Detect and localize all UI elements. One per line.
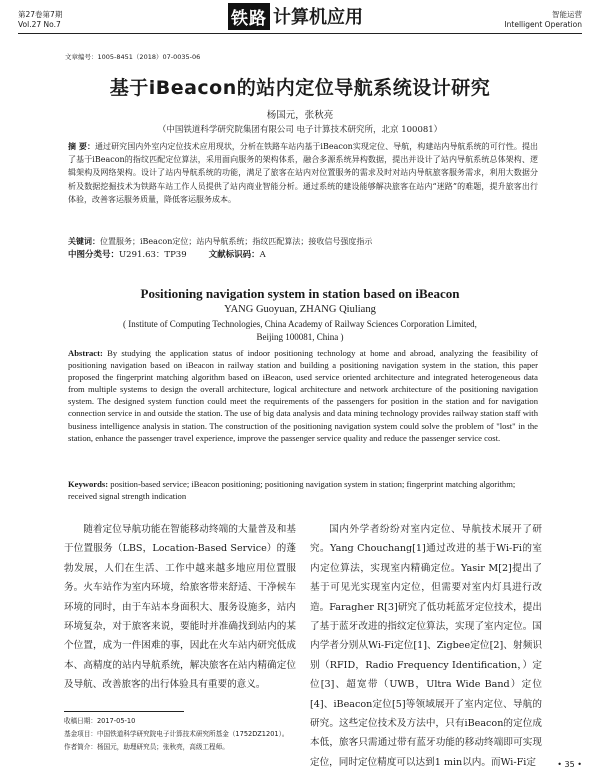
body-column-right: 国内外学者纷纷对室内定位、导航技术展开了研究。Yang Chouchang[1]通过改进的基于Wi-Fi的室内定位算法，实现室内精确定位。Yasir M[2]提出了基于可见光实现室内定位，但需要对室内灯具进行改造。Faragher R[3]研究了低功耗蓝牙定位技术，提出了基于蓝牙改进的指纹定位算法，实现了室内定位。国内学者分别从Wi-Fi定位[1]、Zigbee定位[2]、射频识别（RFID，Radio Frequency Identification，）定位[3]、超宽带（UWB，Ultra Wide Band）定位[4]、iBeacon定位[5]等领域展开了室内定位、导航的研究。这些定位技术及方法中，只有iBeacon的定位成本低，旅客只需通过带有蓝牙功能的移动终端即可实现定位，同时定位精度可以达到1 min以内。而Wi-Fi定 bbox=[310, 524, 542, 768]
authors-en: YANG Guoyuan, ZHANG Qiuliang bbox=[224, 304, 376, 315]
section-cn: 智能运营 bbox=[552, 10, 582, 19]
abstract-cn-label: 摘 要： bbox=[68, 142, 95, 151]
affiliation-cn: （中国铁道科学研究院集团有限公司 电子计算技术研究所，北京 100081） bbox=[157, 125, 443, 135]
clc-label: 中图分类号： bbox=[68, 250, 120, 260]
abstract-en bbox=[68, 347, 538, 444]
keywords-en-label: Keywords: bbox=[68, 479, 109, 489]
journal-issue bbox=[18, 10, 62, 30]
issue-cn: 第27卷第7期 bbox=[18, 10, 63, 19]
page-number: • 35 • bbox=[557, 760, 582, 769]
section-en: Intelligent Operation bbox=[504, 20, 582, 29]
footnote-author: 作者简介：杨国元，助理研究员；张秋亮，高级工程师。 bbox=[64, 743, 229, 751]
doc-code-label: 文献标识码： bbox=[208, 250, 260, 260]
keywords-cn-text: 位置服务；iBeacon定位；站内导航系统；指纹匹配算法；接收信号强度指示 bbox=[100, 237, 373, 246]
abstract-cn-text: 通过研究国内外室内定位技术应用现状，分析在铁路车站内基于iBeacon实现定位、导航，构建站内导航系统的可行性。提出了基于iBeacon的指纹匹配定位算法，采用面向服务的架构体系，融合多源系统异构数据，提出并设计了站内导航系统总体架构、逻辑架构及网络架构。设计了站内导航系统的功能，满足了旅客在站内对位置服务的需求及时对站内导航旅客服务需求，利用大数据分析及数据挖掘技术为铁路车站工作人员提供了站内商业智能分析。通过系统的建设能够解决旅客在站内“迷路”的难题，提升旅客出行体验，改善客运服务质量，降低客运服务成本。 bbox=[68, 142, 538, 204]
logo-text: 计算机应用 bbox=[273, 7, 363, 28]
keywords-cn bbox=[68, 235, 538, 248]
footnotes bbox=[64, 715, 296, 754]
abstract-cn bbox=[68, 140, 538, 206]
footnote-divider bbox=[64, 711, 184, 712]
section-label bbox=[504, 10, 582, 30]
authors-cn: 杨国元，张秋亮 bbox=[266, 110, 334, 121]
abstract-en-label: Abstract: bbox=[68, 348, 103, 358]
keywords-en-text: position-based service; iBeacon positioning; positioning navigation system in station; fingerprint matching algorithm; received signal strength indication bbox=[68, 479, 516, 502]
affiliation-en-line2: Beijing 100081, China ) bbox=[256, 331, 344, 342]
clc-value: U291.63：TP39 bbox=[119, 250, 187, 260]
logo-box: 铁路 bbox=[228, 3, 270, 30]
keywords-en bbox=[68, 478, 538, 502]
keywords-cn-label: 关键词： bbox=[68, 237, 100, 246]
classification-cn bbox=[68, 249, 538, 262]
journal-logo bbox=[228, 3, 363, 29]
doc-code-value: A bbox=[259, 250, 266, 260]
affiliation-en-line1: ( Institute of Computing Technologies, China Academy of Railway Sciences Corporation Limited, bbox=[123, 319, 477, 329]
body-column-left: 随着定位导航功能在智能移动终端的大量普及和基于位置服务（LBS，Location-Based Service）的蓬勃发展，人们在生活、工作中越来越多地应用位置服务。火车站作为室内环境，给旅客带来舒适、干净候车环境的同时，由于车站本身面积大、服务设施多，站内环境复杂，对于旅客来说，要能时并准确找到站内的某个位置，成为一件困难的事，因此在火车站内研究低成本、高精度的站内导航系统，解决旅客在站内精确定位及导航、改善旅客的出行体验具有重要的意义。 bbox=[64, 524, 296, 691]
article-number: 文章编号：1005-8451（2018）07-0035-06 bbox=[65, 53, 201, 61]
footnote-received: 收稿日期：2017-05-10 bbox=[64, 717, 136, 725]
affiliation-en bbox=[0, 318, 600, 343]
title-en: Positioning navigation system in station based on iBeacon bbox=[140, 286, 460, 301]
header-divider bbox=[18, 33, 582, 34]
title-cn: 基于iBeacon的站内定位导航系统设计研究 bbox=[109, 77, 491, 99]
issue-en: Vol.27 No.7 bbox=[18, 20, 61, 29]
footnote-funding: 基金项目：中国铁道科学研究院电子计算技术研究所基金（1752DZ1201）。 bbox=[64, 730, 289, 738]
abstract-en-text: By studying the application status of indoor positioning technology at home and abroad, analyzing the feasibility of positioning navigation based on iBeacon in railway station and building a positioning navigation system in the station, this paper proposed the fingerprint matching algorithm based on iBeacon, used service oriented architecture and integrated heterogeneous data from multiple systems to design the overall architecture, logical architecture and network architecture of the positioning navigation system. The designed system function could meet the requirements of the passengers for position in the station and for navigation connection service in and outside the station. The use of big data analysis and data mining technology provides railway station staff with business intelligence analysis in station. The construction of the positioning navigation system could solve the problem of "lost" in the station, enhance the passenger travel experience, improve the passenger service quality and reduce the passenger service cost. bbox=[68, 348, 538, 443]
